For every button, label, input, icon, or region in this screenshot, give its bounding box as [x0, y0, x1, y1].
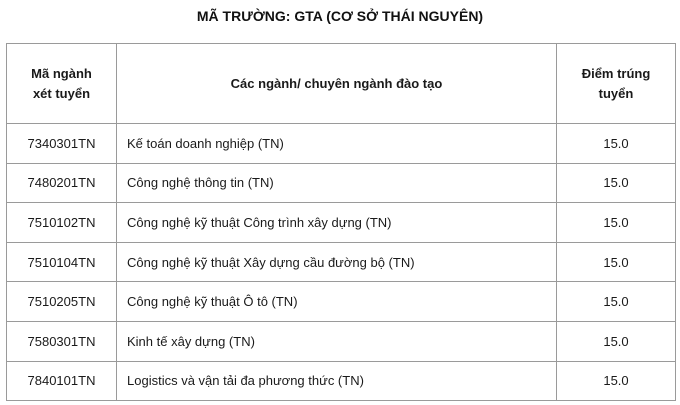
header-major-name: Các ngành/ chuyên ngành đào tạo	[117, 44, 557, 124]
score-cell: 15.0	[557, 242, 676, 282]
table-row	[7, 124, 676, 164]
major-name-cell: Công nghệ thông tin (TN)	[117, 163, 557, 203]
major-code-cell: 7510205TN	[7, 282, 117, 322]
header-admission-score-line1: Điểm trúng	[581, 65, 651, 81]
header-major-code	[7, 44, 117, 124]
page-title: MÃ TRƯỜNG: GTA (CƠ SỞ THÁI NGUYÊN)	[196, 8, 484, 24]
score-cell: 15.0	[557, 321, 676, 361]
table-row	[7, 163, 676, 203]
header-major-code-line1: Mã ngành	[31, 65, 92, 81]
header-major-code-line2: xét tuyển	[32, 85, 91, 101]
score-cell: 15.0	[557, 282, 676, 322]
major-name-cell: Công nghệ kỹ thuật Ô tô (TN)	[117, 282, 557, 322]
major-code-cell: 7480201TN	[7, 163, 117, 203]
major-code-cell: 7510102TN	[7, 203, 117, 243]
table-row	[7, 203, 676, 243]
score-cell: 15.0	[557, 361, 676, 401]
table-row	[7, 242, 676, 282]
major-name-cell: Công nghệ kỹ thuật Xây dựng cầu đường bộ (TN)	[117, 242, 557, 282]
header-admission-score-line2: tuyển	[598, 85, 634, 101]
admission-score-table	[6, 43, 676, 401]
score-cell: 15.0	[557, 163, 676, 203]
major-name-cell: Logistics và vận tải đa phương thức (TN)	[117, 361, 557, 401]
major-code-cell: 7340301TN	[7, 124, 117, 164]
table-row	[7, 282, 676, 322]
table-row	[7, 321, 676, 361]
header-admission-score	[557, 44, 676, 124]
major-code-cell: 7580301TN	[7, 321, 117, 361]
major-name-cell: Kế toán doanh nghiệp (TN)	[117, 124, 557, 164]
major-name-cell: Công nghệ kỹ thuật Công trình xây dựng (TN)	[117, 203, 557, 243]
major-code-cell: 7840101TN	[7, 361, 117, 401]
major-name-cell: Kinh tế xây dựng (TN)	[117, 321, 557, 361]
score-cell: 15.0	[557, 124, 676, 164]
table-row	[7, 361, 676, 401]
table-header-row	[7, 44, 676, 124]
major-code-cell: 7510104TN	[7, 242, 117, 282]
score-cell: 15.0	[557, 203, 676, 243]
